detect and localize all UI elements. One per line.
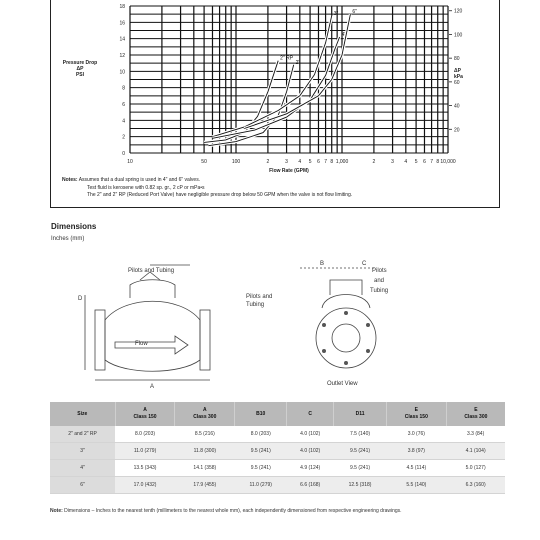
header-a-300: A Class 300 bbox=[175, 402, 235, 426]
table-cell: 7.5 (140) bbox=[334, 426, 387, 443]
outlet-flange-outer bbox=[316, 308, 376, 368]
x-tick-label: 10,000 bbox=[440, 159, 456, 165]
pilots-tubing-right-2: and bbox=[374, 278, 385, 284]
table-cell: 3.8 (97) bbox=[386, 443, 446, 460]
x-tick-label: 1,000 bbox=[335, 159, 349, 165]
flow-label: Flow bbox=[135, 341, 148, 347]
y-tick-label: 18 bbox=[119, 4, 125, 10]
outlet-cover bbox=[322, 295, 370, 309]
y-tick-label: 8 bbox=[122, 85, 125, 92]
x-tick-label: 50 bbox=[201, 159, 207, 165]
header-size: Size bbox=[50, 402, 115, 426]
table-cell: 9.5 (241) bbox=[334, 460, 387, 477]
pilots-tubing-right-1: Pilots bbox=[372, 268, 387, 274]
y-axis-label: ΔP bbox=[76, 66, 84, 72]
y2-tick-label: 120 bbox=[454, 8, 463, 15]
y2-tick-label: 40 bbox=[454, 103, 460, 110]
dim-b-label: B bbox=[320, 261, 325, 267]
y-axis-label: Pressure Drop bbox=[62, 60, 98, 66]
series-label: 2" RP bbox=[280, 55, 294, 62]
x-tick-label: 8 bbox=[436, 159, 440, 165]
y2-tick-label: 60 bbox=[454, 79, 460, 86]
dimensions-table bbox=[50, 402, 505, 494]
y2-tick-label: 100 bbox=[454, 32, 463, 39]
table-cell: 4.0 (102) bbox=[287, 443, 334, 460]
table-row bbox=[50, 460, 505, 477]
dim-d-label: D bbox=[78, 296, 83, 302]
table-cell: 14.1 (358) bbox=[175, 460, 235, 477]
table-cell: 3.3 (84) bbox=[446, 426, 505, 443]
footnote-text: Dimensions – Inches to the nearest tenth (millimeters to the nearest whole mm), each independently dimensioned from respective engineering drawings. bbox=[64, 508, 402, 514]
note-line-2: Test fluid is kerosene with 0.82 sp. gr., 2 cP or mPa•s bbox=[87, 184, 205, 191]
x-tick-label: 8 bbox=[330, 159, 334, 165]
x-tick-label: 5 bbox=[308, 159, 312, 165]
side-view bbox=[85, 265, 210, 380]
y2-axis-label: kPa bbox=[454, 74, 463, 80]
table-cell: 11.0 (279) bbox=[115, 443, 175, 460]
table-cell: 3.0 (76) bbox=[386, 426, 446, 443]
table-cell: 11.8 (300) bbox=[175, 443, 235, 460]
table-cell: 8.0 (203) bbox=[115, 426, 175, 443]
table-cell: 5.0 (127) bbox=[446, 460, 505, 477]
table-cell: 6.6 (168) bbox=[287, 477, 334, 494]
table-cell: 12.5 (318) bbox=[334, 477, 387, 494]
y-axis-label: PSI bbox=[75, 72, 85, 78]
table-cell: 9.5 (241) bbox=[334, 443, 387, 460]
series-label: 6" bbox=[352, 9, 357, 16]
outlet-bore bbox=[332, 324, 360, 352]
dimensions-title: Dimensions bbox=[51, 222, 97, 231]
y-tick-label: 14 bbox=[119, 36, 125, 43]
note-line-3: The 2" and 2" RP (Reduced Port Valve) have negligible pressure drop below 50 GPM when the valve is not flow limiting. bbox=[87, 192, 353, 198]
x-tick-label: 3 bbox=[285, 159, 288, 165]
x-tick-label: 6 bbox=[317, 159, 320, 165]
valve-cover bbox=[130, 280, 175, 298]
series-label: 4" bbox=[341, 32, 347, 39]
table-cell: 4.0 (102) bbox=[287, 426, 334, 443]
size-cell: 2" and 2" RP bbox=[50, 426, 115, 443]
y-tick-label: 2 bbox=[122, 134, 125, 141]
y-tick-label: 0 bbox=[122, 151, 125, 157]
header-e-150: E Class 150 bbox=[386, 402, 446, 426]
table-cell: 5.5 (140) bbox=[386, 477, 446, 494]
y-tick-label: 4 bbox=[122, 118, 125, 125]
table-cell: 6.3 (160) bbox=[446, 477, 505, 494]
dimensions-footnote bbox=[50, 508, 500, 515]
header-b10: B10 bbox=[235, 402, 287, 426]
x-tick-label: 7 bbox=[430, 159, 433, 165]
table-cell: 17.0 (432) bbox=[115, 477, 175, 494]
table-cell: 4.5 (114) bbox=[386, 460, 446, 477]
outlet-bolt-holes bbox=[322, 311, 370, 365]
size-cell: 6" bbox=[50, 477, 115, 494]
table-cell: 9.5 (241) bbox=[235, 460, 287, 477]
x-tick-label: 100 bbox=[231, 159, 241, 165]
valve-drawing bbox=[0, 250, 540, 400]
table-cell: 8.0 (203) bbox=[235, 426, 287, 443]
header-c: C bbox=[287, 402, 334, 426]
y-tick-label: 16 bbox=[119, 20, 125, 27]
dim-a-label: A bbox=[150, 384, 155, 390]
size-cell: 3" bbox=[50, 443, 115, 460]
y2-tick-label: 80 bbox=[454, 56, 460, 63]
pilots-tubing-top: Pilots and Tubing bbox=[128, 268, 175, 274]
outlet-bonnet bbox=[330, 280, 362, 295]
note-line-1: Assumes that a dual spring is used in 4" and 6" valves. bbox=[78, 177, 201, 183]
x-tick-label: 6 bbox=[423, 159, 426, 165]
pilots-tubing-left-2: Tubing bbox=[246, 302, 265, 308]
x-tick-label: 3 bbox=[391, 159, 394, 165]
inlet-flange bbox=[95, 310, 105, 370]
footnote-label: Note: bbox=[50, 508, 63, 514]
table-cell: 11.0 (279) bbox=[235, 477, 287, 494]
outlet-flange bbox=[200, 310, 210, 370]
valve-body bbox=[105, 301, 200, 371]
size-cell: 4" bbox=[50, 460, 115, 477]
y-tick-label: 10 bbox=[119, 69, 125, 76]
x-tick-label: 10 bbox=[127, 159, 133, 165]
dimensions-subtitle: Inches (mm) bbox=[51, 236, 85, 242]
x-tick-label: 4 bbox=[298, 159, 302, 165]
header-e-300: E Class 300 bbox=[446, 402, 505, 426]
x-tick-label: 4 bbox=[404, 159, 408, 165]
table-row bbox=[50, 426, 505, 443]
table-row bbox=[50, 443, 505, 460]
y-tick-label: 6 bbox=[122, 102, 125, 108]
table-cell: 13.5 (343) bbox=[115, 460, 175, 477]
table-cell: 17.9 (455) bbox=[175, 477, 235, 494]
table-cell: 9.5 (241) bbox=[235, 443, 287, 460]
outlet-view-label: Outlet View bbox=[327, 381, 358, 387]
table-row bbox=[50, 477, 505, 494]
pilots-tubing-left-1: Pilots and bbox=[246, 294, 273, 300]
table-cell: 4.9 (124) bbox=[287, 460, 334, 477]
table-cell: 4.1 (104) bbox=[446, 443, 505, 460]
x-tick-label: 2 bbox=[372, 159, 376, 165]
dim-c-label: C bbox=[362, 261, 367, 267]
notes-label: Notes: bbox=[62, 177, 78, 183]
series-label: 2" bbox=[295, 59, 301, 66]
series-label: 3" bbox=[333, 10, 339, 17]
table-header-row bbox=[50, 402, 505, 426]
y-tick-label: 12 bbox=[119, 53, 125, 59]
x-tick-label: 2 bbox=[266, 159, 270, 165]
pressure-drop-chart bbox=[0, 0, 540, 180]
header-a-150: A Class 150 bbox=[115, 402, 175, 426]
x-tick-label: 7 bbox=[324, 159, 327, 165]
pilots-tubing-right-3: Tubing bbox=[370, 288, 389, 294]
flow-arrow bbox=[115, 336, 188, 354]
y2-axis-label: ΔP bbox=[454, 68, 461, 74]
table-cell: 8.5 (216) bbox=[175, 426, 235, 443]
y2-tick-label: 20 bbox=[454, 127, 460, 134]
x-tick-label: 5 bbox=[414, 159, 418, 165]
x-axis-label: Flow Rate (GPM) bbox=[269, 168, 309, 174]
chart-notes bbox=[62, 177, 352, 200]
header-d11: D11 bbox=[334, 402, 387, 426]
outlet-view bbox=[300, 268, 376, 368]
